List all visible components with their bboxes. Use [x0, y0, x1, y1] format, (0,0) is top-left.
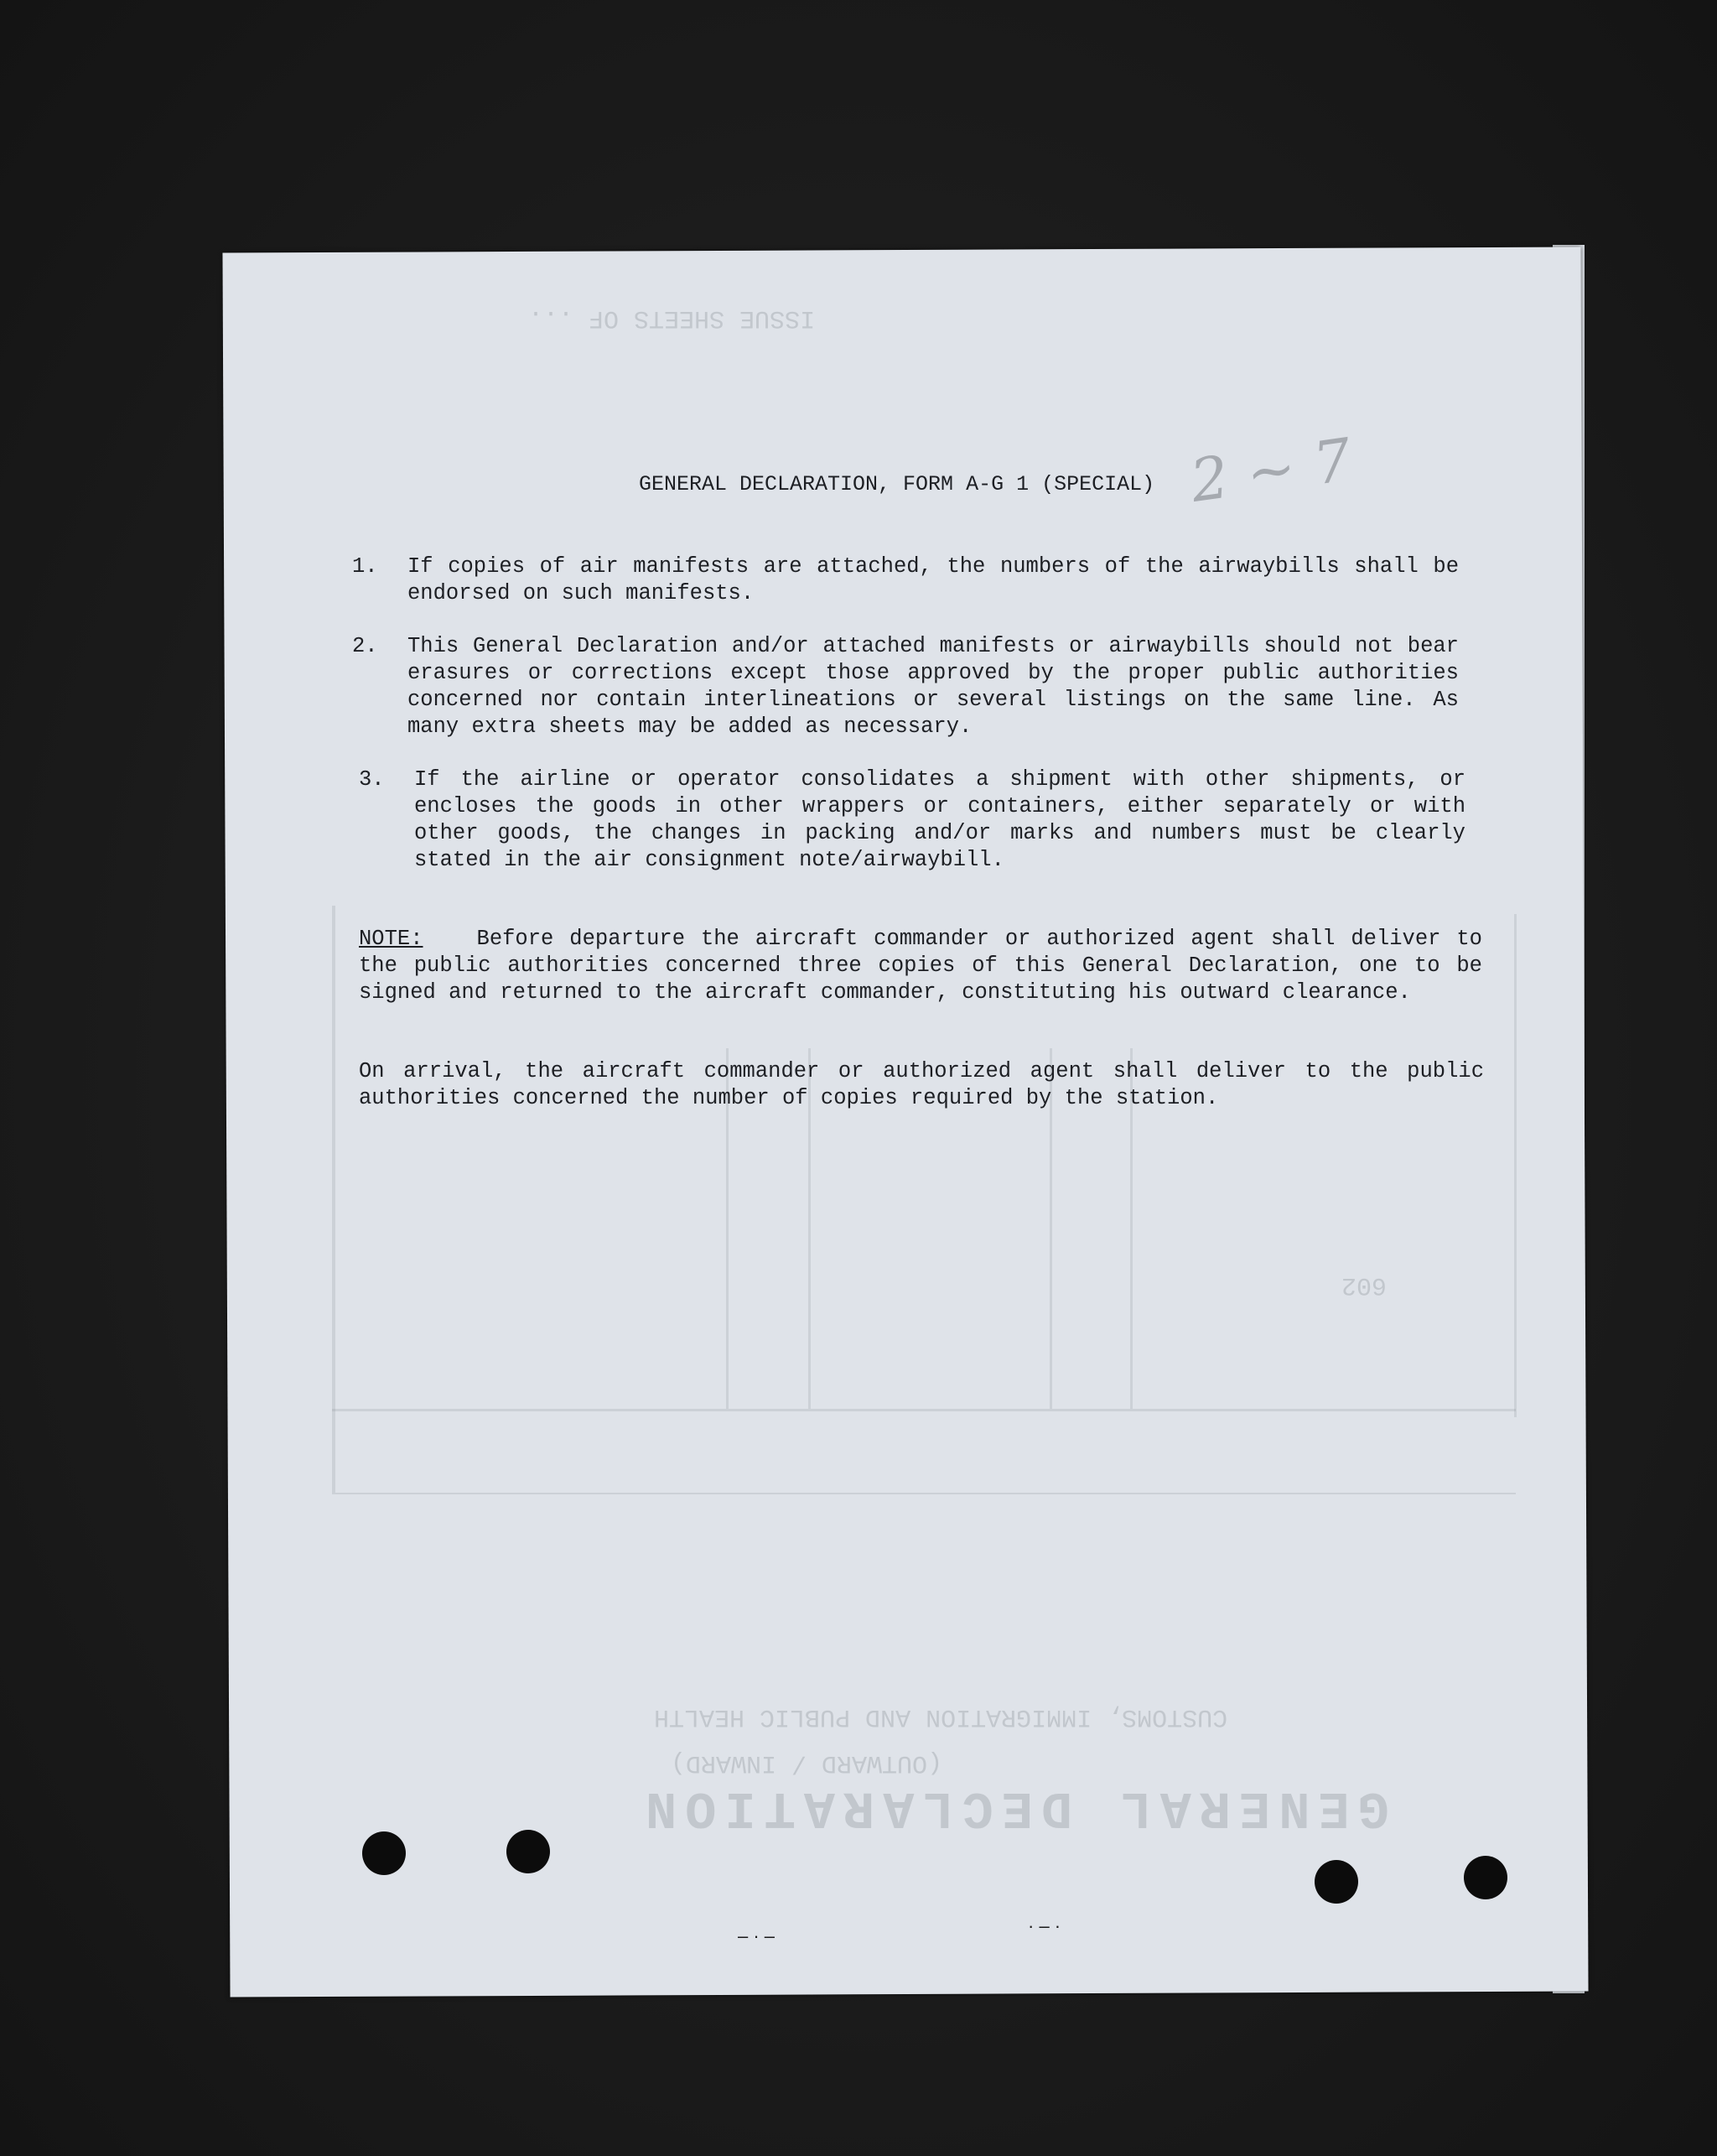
bleed-through-subheading-2: CUSTOMS, IMMIGRATION AND PUBLIC HEALTH	[654, 1702, 1228, 1731]
bleed-through-number: 602	[1341, 1270, 1388, 1299]
list-item-number: 3.	[359, 767, 385, 792]
note-label: NOTE:	[359, 927, 423, 951]
bleed-through-rule	[1514, 914, 1517, 1417]
bleed-through-header: ISSUE SHEETS OF ...	[528, 304, 816, 332]
bleed-through-rule	[332, 1409, 1516, 1411]
list-item-number: 2.	[352, 634, 378, 658]
paper-sheet	[222, 247, 1588, 1997]
list-item-text: If the airline or operator consolidates a shipment with other shipments, or encloses the goods in other wrappers or containers, either separately or with other goods, the changes in packing and/or marks and numbers must be clearly stated in the air consignment note/airwaybill.	[414, 767, 1465, 872]
bleed-through-rule	[332, 906, 335, 1493]
bleed-through-rule	[332, 1493, 1516, 1494]
bleed-through-large-heading: GENERAL DECLARATION	[637, 1778, 1389, 1837]
list-item	[359, 766, 1465, 874]
list-item	[352, 633, 1459, 740]
list-item-number: 1.	[352, 554, 378, 579]
punch-hole	[1464, 1856, 1507, 1899]
page-title: GENERAL DECLARATION, FORM A-G 1 (SPECIAL)	[639, 472, 1155, 496]
list-item-text: If copies of air manifests are attached, the numbers of the airwaybills shall be endorsed on such manifests.	[407, 554, 1459, 605]
list-item-text: This General Declaration and/or attached manifests or airwaybills should not bear erasures or corrections except those approved by the proper public authorities concerned nor contain interlineations or several listings on the same line. As many extra sheets may be added as necessary.	[407, 634, 1459, 739]
note-paragraph	[359, 926, 1482, 1006]
scan-speck: – · –	[738, 1925, 776, 1946]
arrival-paragraph: On arrival, the aircraft commander or authorized agent shall deliver to the public authorities concerned the number of copies required by the station.	[359, 1059, 1484, 1110]
punch-hole	[506, 1830, 550, 1873]
bleed-through-subheading: (OUTWARD / INWARD)	[671, 1748, 943, 1777]
note-text: Before departure the aircraft commander or authorized agent shall deliver to the public authorities concerned three copies of this General Declaration, one to be signed and returned to the aircraft commander, constituting his outward clearance.	[359, 927, 1482, 1005]
punch-hole	[1315, 1860, 1358, 1904]
punch-hole	[362, 1831, 406, 1875]
pencil-mark: 2 ~ 7	[1186, 425, 1356, 516]
scan-speck: · – ·	[1028, 1915, 1061, 1936]
list-item	[352, 553, 1459, 607]
